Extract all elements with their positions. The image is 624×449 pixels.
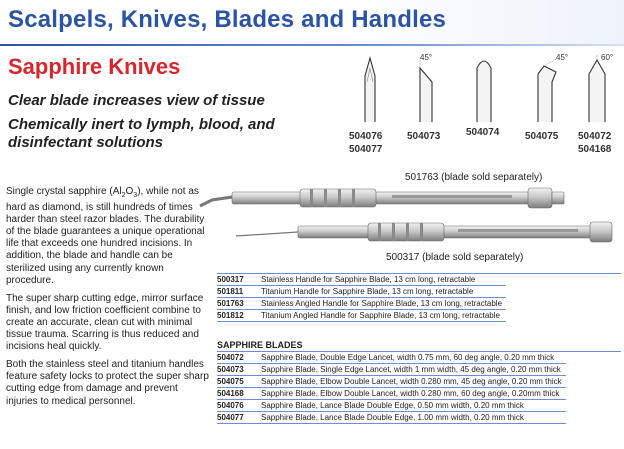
table-row	[217, 286, 506, 298]
blade-figure-double-60	[582, 52, 612, 124]
item-description: Titanium Angled Handle for Sapphire Blade, 13 cm long, retractable	[261, 310, 506, 322]
blade-angle-504073: 45°	[420, 53, 433, 62]
table-row	[217, 412, 566, 424]
part-number-504075: 504075	[525, 131, 559, 142]
blade-figure-lance	[358, 52, 382, 124]
table-row	[217, 298, 506, 310]
blade-angle-504075: 45°	[556, 53, 569, 62]
description-paragraph-3: Both the stainless steel and titanium handles feature safety locks to protect the super sharp cutting edge from damage and prevent injuries to medical personnel.	[6, 359, 209, 407]
straight-handle-image	[228, 208, 624, 252]
item-code: 504073	[217, 364, 261, 376]
section-title: Sapphire Knives	[8, 54, 181, 79]
item-description: Sapphire Blade, Elbow Double Lancet, width 0.280 mm, 60 deg angle, 0.20mm thick	[261, 388, 566, 400]
table-row	[217, 400, 566, 412]
item-description: Sapphire Blade, Lance Blade Double Edge, 1.00 mm width, 0.20 mm thick	[261, 412, 566, 424]
description-paragraph-1: Single crystal sapphire $(Al_2O_3)$, while not as hard as diamond, is still hundreds of times harder than steel razor blades. The durability of the blade guarantees a unique operational life that exceeds one hundred incisions. In addition, the blade and handle can be sterilized using any currently known procedure.	[6, 186, 205, 286]
item-code: 501811	[217, 286, 261, 298]
table-row	[217, 274, 506, 286]
table-row	[217, 388, 566, 400]
item-code: 501812	[217, 310, 261, 322]
handles-table	[217, 274, 506, 322]
blades-table-heading: SAPPHIRE BLADES	[217, 340, 303, 350]
callout-straight-handle: 500317 (blade sold separately)	[386, 252, 524, 263]
item-description: Sapphire Blade, Single Edge Lancet, width 1 mm width, 45 deg angle, 0.20 mm thick	[261, 364, 566, 376]
item-description: Stainless Angled Handle for Sapphire Blade, 13 cm long, retractable	[261, 298, 506, 310]
item-code: 504072	[217, 352, 261, 364]
part-number-504072: 504072	[578, 131, 612, 142]
item-description: Sapphire Blade, Elbow Double Lancet, width 0.280 mm, 45 deg angle, 0.20 mm thick	[261, 376, 566, 388]
blade-figure-elbow-45	[530, 52, 562, 124]
tagline-2: Chemically inert to lymph, blood, and	[8, 116, 275, 133]
part-number-504168: 504168	[578, 144, 612, 155]
description-paragraph-2: The super sharp cutting edge, mirror surface finish, and low friction coefficient combine to create an accurate, clean cut with minimal tissue trauma. Scarring is thus reduced and incisions heal quickly.	[6, 292, 204, 353]
part-number-504076: 504076	[349, 131, 383, 142]
part-number-504074: 504074	[466, 127, 500, 138]
tagline-1: Clear blade increases view of tissue	[8, 92, 265, 109]
item-description: Sapphire Blade, Double Edge Lancet, width 0.75 mm, 60 deg angle, 0.20 mm thick	[261, 352, 566, 364]
item-code: 504075	[217, 376, 261, 388]
item-code: 504076	[217, 400, 261, 412]
blade-angle-504072: 60°	[601, 53, 614, 62]
item-code: 500317	[217, 274, 261, 286]
header-divider	[0, 44, 624, 46]
part-number-504077: 504077	[349, 144, 383, 155]
table-row	[217, 310, 506, 322]
blade-figure-round-tip	[472, 52, 496, 124]
part-number-504073: 504073	[407, 131, 441, 142]
blade-figure-single-edge	[414, 52, 438, 124]
blades-table	[217, 352, 566, 424]
table-row	[217, 352, 566, 364]
tagline-3: disinfectant solutions	[8, 134, 164, 151]
item-description: Titanium Handle for Sapphire Blade, 13 cm long, retractable	[261, 286, 506, 298]
item-code: 501763	[217, 298, 261, 310]
table-row	[217, 364, 566, 376]
product-description	[6, 186, 210, 414]
callout-angled-handle: 501763 (blade sold separately)	[405, 172, 543, 183]
item-description: Stainless Handle for Sapphire Blade, 13 cm long, retractable	[261, 274, 506, 286]
item-code: 504077	[217, 412, 261, 424]
page-title: Scalpels, Knives, Blades and Handles	[8, 6, 447, 33]
table-row	[217, 376, 566, 388]
item-description: Sapphire Blade, Lance Blade Double Edge, 0.50 mm width, 0.20 mm thick	[261, 400, 566, 412]
item-code: 504168	[217, 388, 261, 400]
